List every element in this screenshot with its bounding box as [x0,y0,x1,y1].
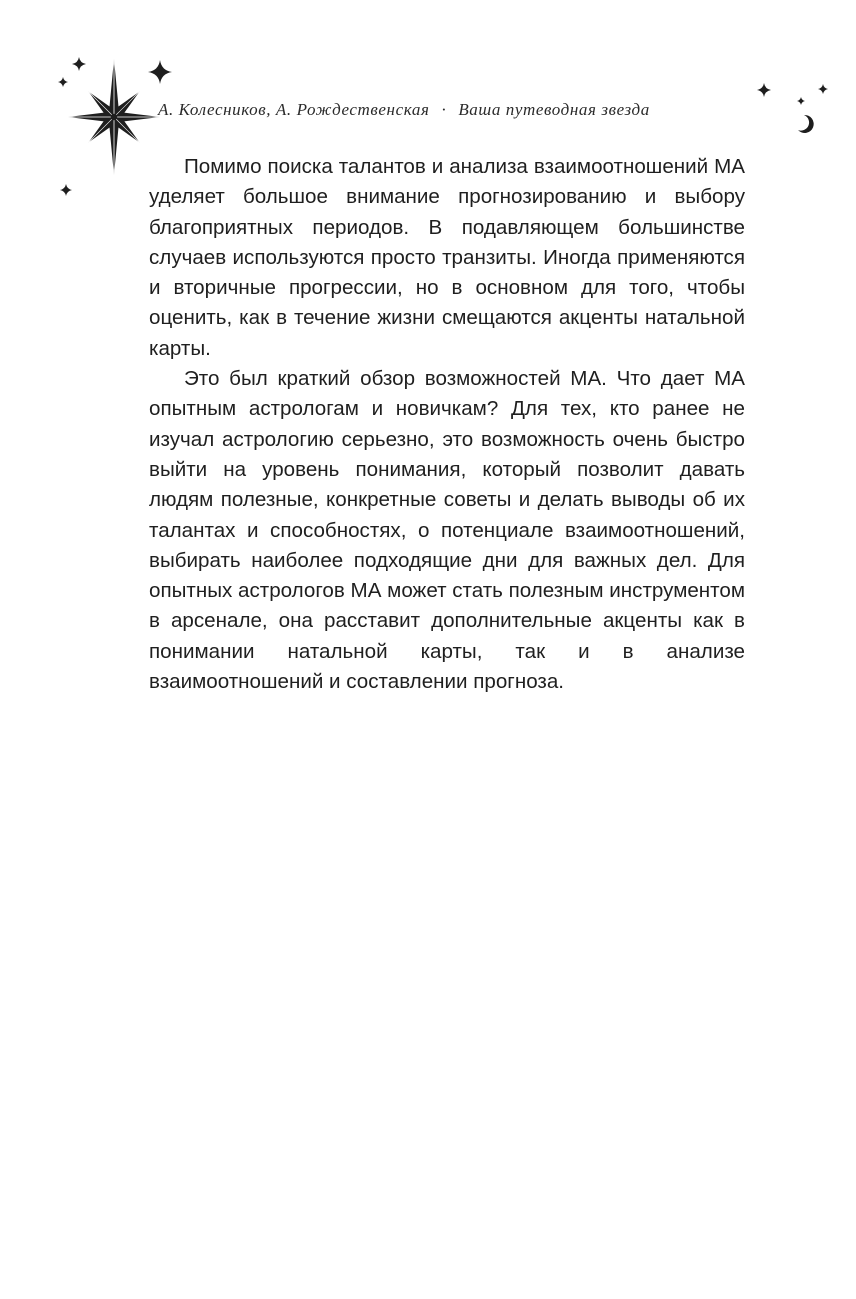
header-authors: А. Колесников, А. Рождественская [158,100,430,119]
header-separator: · [441,100,447,119]
paragraph: Это был краткий обзор возможностей МА. Что дает МА опытным астрологам и новичкам? Для тех, кто ранее не изучал астрологию серьезно, это возможность очень быстро выйти на уровень понимания, который позволит давать людям полезные, конкретные советы и делать выводы об их талантах и способностях, о потенциале взаимоотношений, выбирать наиболее подходящие дни для важных дел. Для опытных астрологов МА может стать полезным инструментом в арсенале, она расставит дополнительные акценты как в понимании натальной карты, так и в анализе взаимоотношений и составлении прогноза. [149,367,745,694]
header-decoration-right [0,0,856,160]
sparkle-icon [818,84,828,94]
crescent-moon-icon [798,115,814,133]
body-text [149,152,745,697]
running-header [158,100,748,126]
sparkle-icon [60,184,72,196]
sparkle-icon [797,97,805,105]
paragraph: Помимо поиска талантов и анализа взаимоотношений МА уделяет большое внимание прогнозированию и выбору благоприятных периодов. В подавляющем большинстве случаев используются просто транзиты. Иногда применяются и вторичные прогрессии, но в основном для того, чтобы оценить, как в течение жизни смещаются акценты натальной карты. [149,155,745,360]
sparkle-icon [757,83,771,97]
header-book-title: Ваша путеводная звезда [458,100,650,119]
